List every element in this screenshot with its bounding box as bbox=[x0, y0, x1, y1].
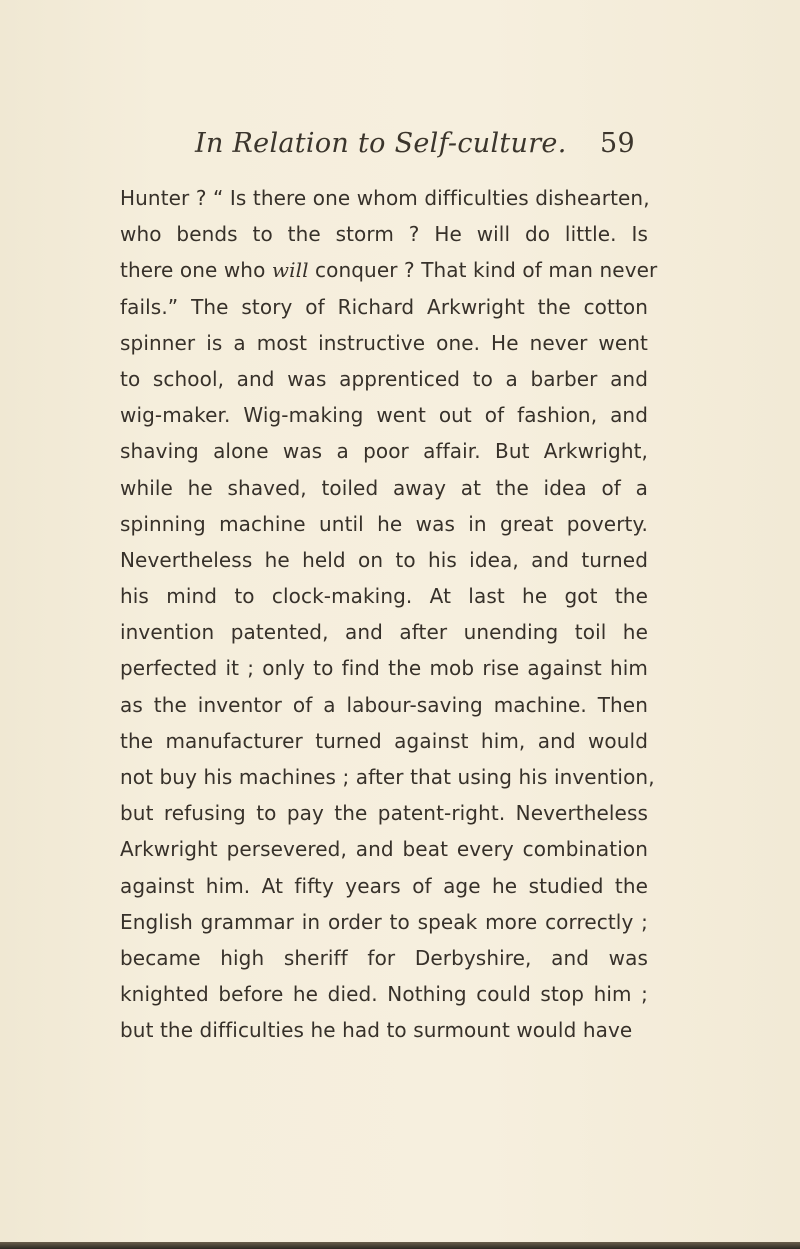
text-line: who bends to the storm ? He will do little. Is bbox=[120, 222, 648, 247]
text-line: his mind to clock-making. At last he got the bbox=[120, 584, 648, 609]
page-edge-shadow bbox=[0, 1242, 800, 1249]
text-line: Arkwright persevered, and beat every combination bbox=[120, 837, 648, 862]
text-line: Hunter ? “ Is there one whom difficulties dishearten, bbox=[120, 186, 650, 210]
emphasis-text: will bbox=[271, 258, 309, 283]
page-number: 59 bbox=[600, 128, 635, 159]
text-line: shaving alone was a poor affair. But Arkwright, bbox=[120, 439, 648, 464]
text-line: became high sheriff for Derbyshire, and was bbox=[120, 945, 648, 970]
text-line: wig-maker. Wig-making went out of fashion, and bbox=[120, 403, 648, 428]
text-line: against him. At fifty years of age he studied the bbox=[120, 873, 648, 898]
text-line: as the inventor of a labour-saving machine. Then bbox=[120, 692, 648, 717]
text-line: spinning machine until he was in great poverty. bbox=[120, 511, 648, 536]
text-line: invention patented, and after unending toil he bbox=[120, 620, 648, 645]
running-head-title: In Relation to Self-culture. bbox=[195, 128, 567, 159]
text-line: not buy his machines ; after that using his invention, bbox=[120, 765, 655, 789]
text-line: while he shaved, toiled away at the idea of a bbox=[120, 475, 648, 500]
text-line: perfected it ; only to find the mob rise against him bbox=[120, 656, 648, 681]
text-line: to school, and was apprenticed to a barber and bbox=[120, 366, 648, 391]
text-line: there one who will conquer ? That kind of man never bbox=[120, 258, 658, 283]
text-line: Nevertheless he held on to his idea, and turned bbox=[120, 547, 648, 572]
text-line: but refusing to pay the patent-right. Nevertheless bbox=[120, 801, 648, 826]
text-line: spinner is a most instructive one. He never went bbox=[120, 330, 648, 355]
body-paragraph bbox=[120, 180, 658, 1049]
text-line: English grammar in order to speak more correctly ; bbox=[120, 909, 648, 934]
text-line: knighted before he died. Nothing could stop him ; bbox=[120, 982, 648, 1007]
text-line: the manufacturer turned against him, and would bbox=[120, 728, 648, 753]
running-head bbox=[195, 128, 635, 172]
text-line: but the difficulties he had to surmount would have bbox=[120, 1018, 633, 1043]
text-line: fails.” The story of Richard Arkwright the cotton bbox=[120, 294, 648, 319]
